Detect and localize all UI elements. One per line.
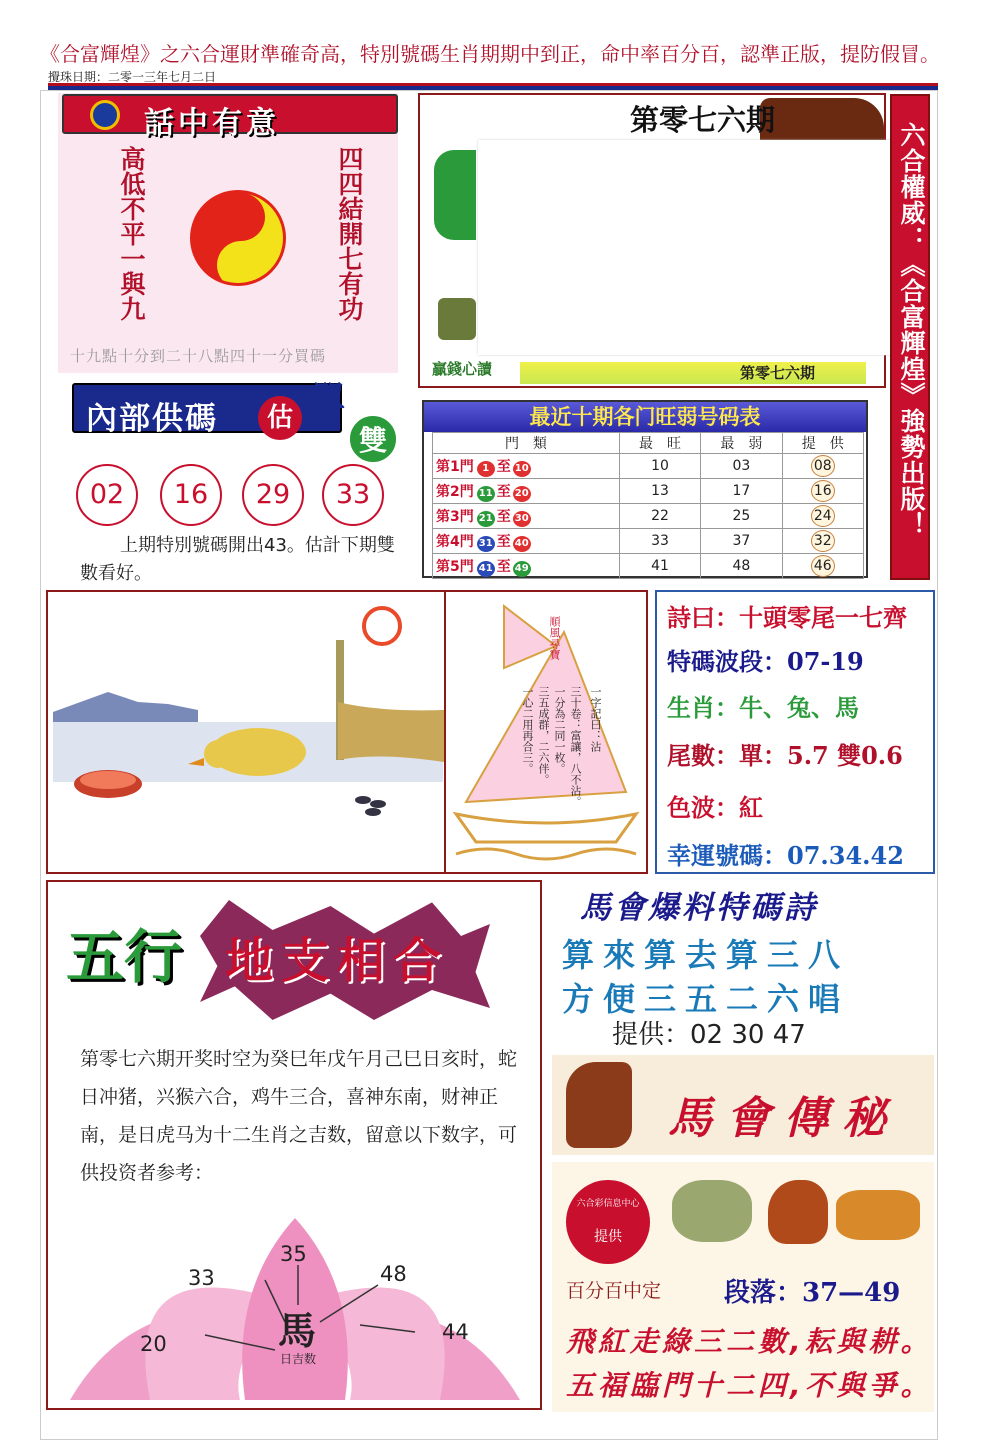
door-table bbox=[432, 432, 864, 579]
horse-poem-line: 方便三五二六唱 bbox=[562, 980, 850, 1018]
provide-number: 16 bbox=[811, 480, 835, 502]
door-to-ball: 30 bbox=[513, 511, 531, 527]
door-label: 第3門 bbox=[436, 508, 474, 525]
words-meaning-title: 話中有意 bbox=[144, 106, 280, 141]
door-table-header: 最 旺 bbox=[619, 433, 700, 454]
five-elements-title-b: 地支相合 bbox=[225, 933, 450, 989]
provide-number: 32 bbox=[811, 530, 835, 552]
info-poem: 詩曰：十頭零尾一七齊 bbox=[667, 603, 907, 632]
weakest-cell: 48 bbox=[701, 554, 782, 579]
door-from-ball: 21 bbox=[477, 511, 495, 527]
door-label: 第4門 bbox=[436, 533, 474, 550]
code-number: 16 bbox=[160, 464, 222, 526]
side-banner bbox=[890, 94, 930, 580]
door-from-ball: 11 bbox=[477, 486, 495, 502]
draw-date: 攪珠日期：二零一三年七月二日 bbox=[48, 70, 938, 86]
horse-image bbox=[760, 98, 884, 140]
door-label: 第1門 bbox=[436, 458, 474, 475]
horse-poem-line: 算來算去算三八 bbox=[562, 936, 850, 974]
door-to-label: 至 bbox=[496, 533, 511, 550]
lotus-number: 33 bbox=[188, 1266, 215, 1290]
strongest-cell: 10 bbox=[619, 454, 700, 479]
stamp-seal bbox=[566, 1180, 650, 1264]
weakest-cell: 25 bbox=[701, 504, 782, 529]
provide-number: 08 bbox=[811, 455, 835, 477]
blank-area bbox=[478, 140, 894, 355]
code-number: 02 bbox=[76, 464, 138, 526]
lotus-center: 馬 bbox=[278, 1308, 317, 1353]
door-table-title: 最近十期各门旺弱号码表 bbox=[424, 402, 866, 432]
yinyang-icon bbox=[190, 190, 286, 286]
weakest-cell: 17 bbox=[701, 479, 782, 504]
door-table-panel bbox=[422, 400, 868, 578]
secret-segment: 段落：37—49 bbox=[724, 1278, 901, 1308]
lotus-number: 35 bbox=[280, 1242, 307, 1266]
provide-number: 46 bbox=[811, 555, 835, 577]
issue-period-small: 第零七六期 bbox=[740, 364, 816, 382]
weakest-cell: 37 bbox=[701, 529, 782, 554]
provide-cell bbox=[782, 554, 863, 579]
door-label: 第5門 bbox=[436, 558, 474, 575]
door-table-row bbox=[433, 504, 864, 529]
door-table-header: 門 類 bbox=[433, 433, 620, 454]
lotus-number: 44 bbox=[442, 1320, 469, 1344]
top-banner: 《合富輝煌》之六合運財準確奇高，特別號碼生肖期期中到正，命中率百分百，認準正版，提防假冒。 bbox=[40, 42, 940, 66]
lotus-number: 48 bbox=[380, 1262, 407, 1286]
secret-verse: 五福臨門十二四,不與爭。 bbox=[566, 1369, 933, 1402]
door-from-ball: 1 bbox=[477, 461, 495, 477]
read-label: 贏錢心讀 bbox=[432, 360, 493, 378]
provide-cell bbox=[782, 529, 863, 554]
issue-period: 第零七六期 bbox=[630, 103, 776, 137]
provide-cell bbox=[782, 454, 863, 479]
words-meaning-title-bar bbox=[62, 94, 398, 141]
tag-guess: 估 bbox=[258, 396, 302, 440]
secret-title: 馬會傳秘 bbox=[668, 1093, 900, 1144]
code-number: 33 bbox=[322, 464, 384, 526]
provide-number: 24 bbox=[811, 505, 835, 527]
provide-cell bbox=[782, 479, 863, 504]
door-to-label: 至 bbox=[496, 483, 511, 500]
strongest-cell: 33 bbox=[619, 529, 700, 554]
code-number: 29 bbox=[242, 464, 304, 526]
sail-flag-text: 順風尋寶 bbox=[548, 616, 561, 660]
info-lucky: 幸運號碼：07.34.42 bbox=[667, 841, 904, 870]
door-to-label: 至 bbox=[496, 558, 511, 575]
tag-single: 單 bbox=[311, 380, 345, 420]
rainbow-icon bbox=[362, 606, 402, 646]
dragon-image bbox=[672, 1180, 752, 1242]
horse-poem-provide: 提供：02 30 47 bbox=[612, 1020, 806, 1050]
internal-code-title: 內部供碼 bbox=[72, 383, 342, 433]
strongest-cell: 41 bbox=[619, 554, 700, 579]
green-glyph-shape bbox=[434, 150, 476, 240]
door-cell bbox=[433, 529, 620, 554]
weakest-cell: 03 bbox=[701, 454, 782, 479]
logo-icon bbox=[90, 100, 120, 130]
door-to-label: 至 bbox=[496, 508, 511, 525]
sail-line: 一分為二同一枚。 bbox=[553, 686, 566, 774]
provide-cell bbox=[782, 504, 863, 529]
door-to-ball: 40 bbox=[513, 536, 531, 552]
info-tail: 尾數：單：5.7 雙0.6 bbox=[667, 741, 903, 770]
lotus-number: 20 bbox=[140, 1332, 167, 1356]
door-cell bbox=[433, 454, 620, 479]
tag-double: 雙 bbox=[348, 414, 398, 464]
lotus-center-sub: 日吉数 bbox=[280, 1352, 317, 1366]
secret-verse: 飛紅走綠三二數,耘與耕。 bbox=[566, 1325, 933, 1358]
door-from-ball: 41 bbox=[477, 561, 495, 577]
words-right-column: 四四結開七有功 bbox=[335, 146, 364, 321]
words-meaning-footer: 十九點十分到二十八點四十一分買碼 bbox=[70, 347, 327, 365]
door-to-label: 至 bbox=[496, 458, 511, 475]
door-from-ball: 31 bbox=[477, 536, 495, 552]
door-table-header: 最 弱 bbox=[701, 433, 782, 454]
five-elements-title-a: 五行 bbox=[66, 923, 183, 991]
stamp-text: 六合彩信息中心 bbox=[576, 1199, 640, 1209]
door-to-ball: 20 bbox=[513, 486, 531, 502]
secret-hit: 百分百中定 bbox=[566, 1280, 662, 1302]
horse-head-image bbox=[566, 1062, 632, 1148]
door-cell bbox=[433, 554, 620, 579]
rooster-image bbox=[768, 1180, 828, 1244]
sail-line: 一心二用再合三。 bbox=[521, 686, 534, 774]
door-label: 第2門 bbox=[436, 483, 474, 500]
sail-line: 三十卷：富讓，八不沾。 bbox=[569, 686, 582, 807]
strongest-cell: 22 bbox=[619, 504, 700, 529]
sail-line: 三五成群，二六伴。 bbox=[537, 686, 550, 785]
info-wave: 特碼波段：07-19 bbox=[667, 647, 864, 676]
info-zodiac: 生肖：牛、兔、馬 bbox=[667, 693, 859, 722]
side-banner-text: 六合權威：《合富輝煌》強勢出版！ bbox=[897, 122, 926, 538]
info-panel bbox=[655, 590, 935, 874]
door-cell bbox=[433, 479, 620, 504]
door-to-ball: 10 bbox=[513, 461, 531, 477]
door-to-ball: 49 bbox=[513, 561, 531, 577]
money-icon bbox=[438, 298, 476, 340]
door-table-row bbox=[433, 554, 864, 579]
door-cell bbox=[433, 504, 620, 529]
tiger-image bbox=[836, 1190, 920, 1240]
door-table-header: 提 供 bbox=[782, 433, 863, 454]
five-elements-text: 第零七六期开奖时空为癸巳年戊午月己巳日亥时，蛇日冲猪，兴猴六合，鸡牛三合，喜神东南，财神正南，是日虎马为十二生肖之吉数，留意以下数字，可供投资者参考： bbox=[80, 1048, 518, 1184]
door-table-row bbox=[433, 529, 864, 554]
door-table-row bbox=[433, 454, 864, 479]
horse-poem-title: 馬會爆料特碼詩 bbox=[580, 890, 818, 926]
info-color: 色波：紅 bbox=[667, 793, 763, 822]
strongest-cell: 13 bbox=[619, 479, 700, 504]
internal-code-note: 上期特別號碼開出43。估計下期雙數看好。 bbox=[80, 535, 395, 584]
door-table-row bbox=[433, 479, 864, 504]
stamp-sub: 提供 bbox=[594, 1229, 622, 1245]
words-left-column: 高低不平一與九 bbox=[117, 146, 146, 321]
sail-line: 一字記曰：沾 bbox=[589, 686, 602, 752]
